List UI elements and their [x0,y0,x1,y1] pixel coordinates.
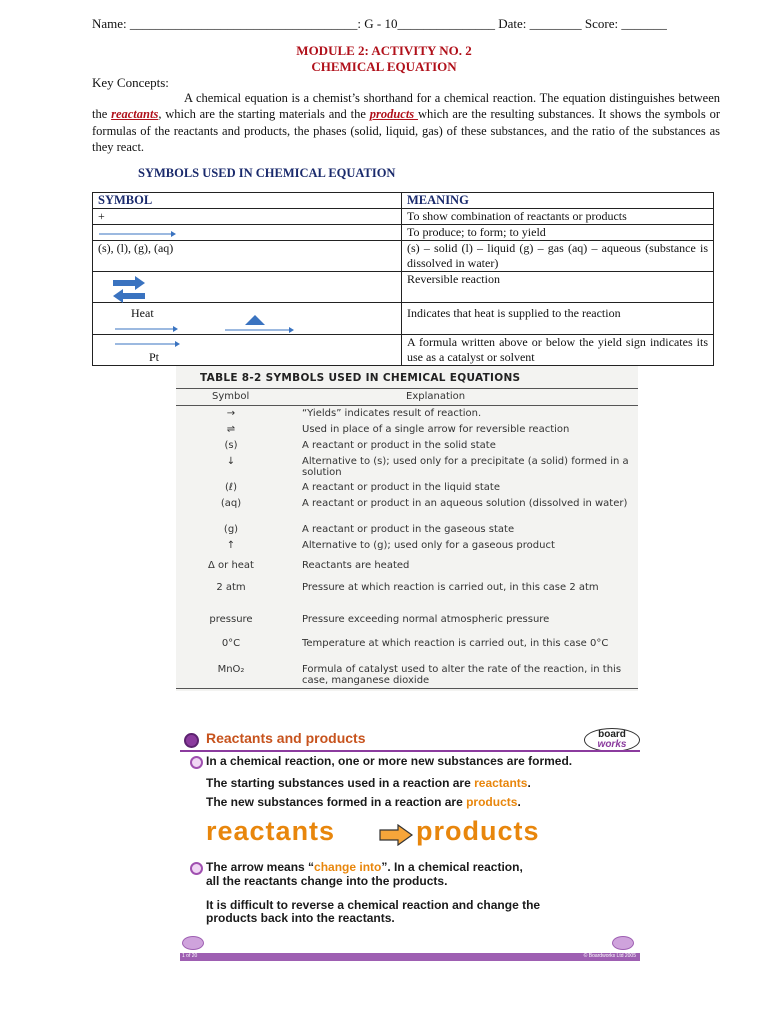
yield-arrow-cell [93,225,402,241]
explanation-text: Alternative to (s); used only for a precipitate (a solid) formed in a solution [302,456,629,478]
slide-bullet-1: In a chemical reaction, one or more new substances are formed. [206,754,573,768]
grade-field[interactable]: : G - 10_______________ [357,16,499,31]
para-part-1: A chemical equation is a chemist’s shorthand for a chemical reaction. The equation distinguishes between the [92,91,720,122]
reversible-arrows-icon [111,274,151,304]
key-concepts-label: Key Concepts: [92,75,169,90]
symbol-cell: (s), (l), (g), (aq) [93,241,402,272]
meaning-cell: (s) – solid (l) – liquid (g) – gas (aq) – aqueous (substance is dissolved in water) [402,241,714,272]
explanation-text: Reactants are heated [302,560,410,571]
symbol-text: ↓ [226,456,236,467]
symbol-cell: + [93,209,402,225]
catalyst-cell [93,335,402,366]
prev-slide-button[interactable] [182,936,204,950]
para-part-3: which are the resulting substances. It shows the symbols or formulas of the reactants and products, the phases (solid, liquid, gas) of these substances, and the ratio of the substances as they react. [92,107,720,155]
reactants-products-slide [174,724,646,964]
table-row [93,272,714,303]
slide-footer-bar [180,953,640,961]
explanation-text: A reactant or product in an aqueous solution (dissolved in water) [302,498,628,509]
b2a: The arrow means “ [206,860,315,874]
catalyst-label: Pt [149,350,160,364]
symbols-table [92,192,714,366]
slide-line-6: products back into the reactants. [206,911,395,925]
symbol-text: MnO₂ [217,664,245,675]
slide-line-products [206,795,521,809]
slide-line-reactants [206,776,531,790]
title-bullet-icon [184,733,199,748]
l2a: The starting substances used in a reaction are [206,776,475,790]
symbols-heading: SYMBOLS USED IN CHEMICAL EQUATION [138,166,396,180]
boardworks-logo [584,728,640,752]
next-slide-button[interactable] [612,936,634,950]
bullet-icon [190,862,203,875]
slide-copyright: © Boardworks Ltd 2005 [583,953,636,959]
table-row [93,241,714,272]
table-row [93,303,714,335]
rule-top [176,388,638,389]
meaning-cell: To produce; to form; to yield [402,225,714,241]
explanation-text: Used in place of a single arrow for reversible reaction [302,424,570,435]
b2d: all the reactants [206,874,301,888]
rule-header [176,405,638,406]
table-row [93,335,714,366]
name-label: Name: [92,16,130,31]
meaning-cell: Reversible reaction [402,272,714,303]
b2c: ”. In a chemical reaction, [381,860,523,874]
symbol-text: ↑ [226,540,236,551]
meaning-cell: To show combination of reactants or products [402,209,714,225]
explanation-text: Formula of catalyst used to alter the rate of the reaction, in this case, manganese dioxide [302,664,622,686]
reversible-arrow-cell [93,272,402,303]
bullet-icon [190,756,203,769]
b2e: change into [300,874,369,888]
key-concepts-paragraph [92,90,720,156]
col-header-symbol: Symbol [212,391,250,402]
explanation-text: “Yields” indicates result of reaction. [302,408,482,419]
heat-cell [93,303,402,335]
symbol-text: pressure [209,614,253,625]
l2b: reactants [474,776,528,790]
symbol-text: 2 atm [216,582,246,593]
heat-label: Heat [131,306,154,320]
col-symbol: SYMBOL [93,193,402,209]
para-part-2: , which are the starting materials and the [158,107,370,122]
yield-arrow-icon [97,226,177,240]
products-term: products [369,107,418,122]
big-products: products [416,816,540,846]
symbol-text: (aq) [220,498,242,509]
table-8-2-image [176,366,638,691]
explanation-text: A reactant or product in the solid state [302,440,496,451]
symbol-text: Δ or heat [208,560,254,571]
slide-title: Reactants and products [206,730,366,746]
l3b: new [230,795,255,809]
symbol-text: (s) [224,440,238,451]
slide-bullet-2-cont [206,874,447,888]
l3c: substances formed in a reaction are [254,795,467,809]
symbol-text: → [226,408,236,419]
logo-word-works: works [597,739,627,750]
slide-line-5: It is difficult to reverse a chemical reaction and change the [206,898,541,912]
table-header-row [93,193,714,209]
slide-bullet-2 [206,860,523,874]
l3e: . [517,795,521,809]
table-row [93,209,714,225]
symbol-text: 0°C [221,638,241,649]
table-8-2-title: TABLE 8-2 SYMBOLS USED IN CHEMICAL EQUATIONS [200,372,521,384]
date-field[interactable]: Date: ________ [498,16,585,31]
module-title: MODULE 2: ACTIVITY NO. 2 [296,43,472,58]
b2f: the products. [368,874,448,888]
l3d: products [466,795,518,809]
explanation-text: A reactant or product in the liquid state [302,482,500,493]
slide-counter: 1 of 20 [182,953,198,959]
change-into-arrow-icon [378,824,414,846]
catalyst-arrow-icon [97,337,187,351]
name-blank[interactable]: ___________________________________ [129,16,358,31]
meaning-cell: Indicates that heat is supplied to the reaction [402,303,714,335]
explanation-text: Alternative to (g); used only for a gaseous product [302,540,555,551]
score-field[interactable]: Score: _______ [584,16,667,31]
symbol-text: (g) [223,524,239,535]
l2c: . [527,776,531,790]
module-subtitle: CHEMICAL EQUATION [311,59,457,74]
heat-arrows-icon [97,305,307,335]
big-reactants: reactants [206,816,336,846]
explanation-text: Temperature at which reaction is carried out, in this case 0°C [302,638,609,649]
rule-bottom [176,688,638,689]
student-info-header [92,16,720,32]
b2b: change into [314,860,382,874]
logo-word-board: board [598,729,626,740]
symbol-text: (ℓ) [225,482,237,493]
l3a: The [206,795,231,809]
reactants-term: reactants [111,107,159,122]
meaning-cell: A formula written above or below the yield sign indicates its use as a catalyst or solvent [402,335,714,366]
explanation-text: A reactant or product in the gaseous state [302,524,515,535]
table-row [93,225,714,241]
explanation-text: Pressure exceeding normal atmospheric pressure [302,614,550,625]
col-header-explanation: Explanation [406,391,466,402]
symbol-text: ⇌ [226,424,236,435]
title-divider [180,750,640,752]
col-meaning: MEANING [402,193,714,209]
explanation-text: Pressure at which reaction is carried out, in this case 2 atm [302,582,599,593]
